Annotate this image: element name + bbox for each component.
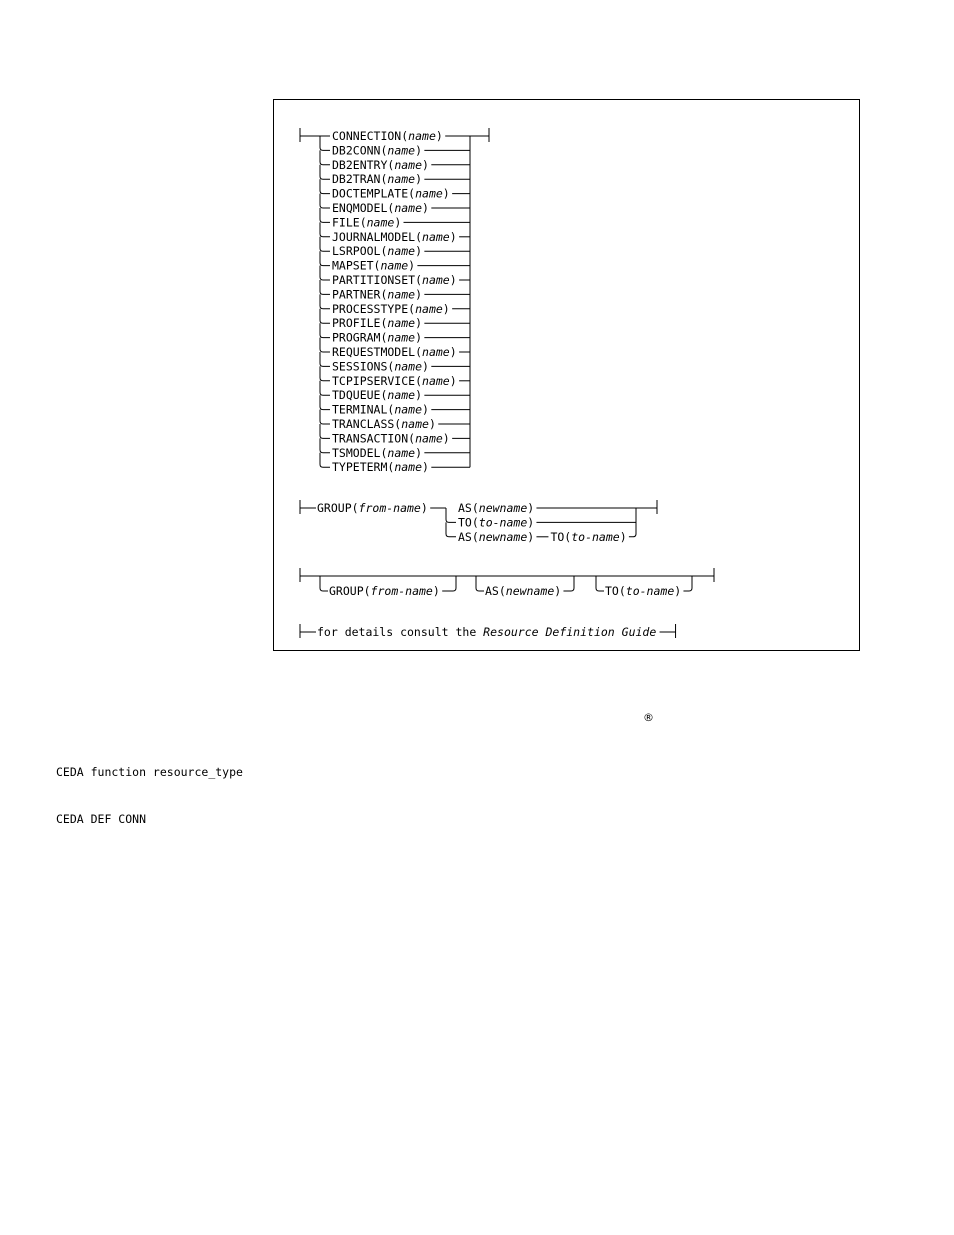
optional-as-exit [563, 576, 574, 591]
branch-file [320, 208, 330, 222]
branch-sessions [320, 352, 330, 366]
resource-type-partner: PARTNER(name) [332, 287, 423, 302]
resource-type-tcpipservice: TCPIPSERVICE(name) [332, 373, 457, 388]
resource-type-typeterm: TYPETERM(name) [332, 460, 429, 475]
resource-type-tdqueue: TDQUEUE(name) [332, 388, 423, 403]
details-label: for details consult the Resource Definition Guide [317, 625, 657, 639]
resource-type-processtype: PROCESSTYPE(name) [332, 301, 450, 316]
branch-transaction [320, 424, 330, 438]
branch-tsmodel [320, 438, 330, 452]
branch-journalmodel [320, 222, 330, 236]
resource-type-terminal: TERMINAL(name) [332, 402, 429, 417]
optional-to-entry [596, 576, 604, 591]
branch-enqmodel [320, 194, 330, 208]
syntax-line: CEDA function resource_type [56, 765, 243, 779]
branch-tdqueue [320, 381, 330, 395]
optional-to-exit [683, 576, 692, 591]
optional-group-exit [442, 576, 456, 591]
branch-partner [320, 280, 330, 294]
branch-doctemplate [320, 179, 330, 193]
resource-type-mapset: MAPSET(name) [332, 258, 416, 273]
branch-terminal [320, 395, 330, 409]
optional-group-entry [320, 576, 328, 591]
branch-requestmodel [320, 338, 330, 352]
syntax-diagram [274, 100, 859, 650]
resource-type-tranclass: TRANCLASS(name) [332, 417, 436, 431]
optional-as-entry [476, 576, 484, 591]
resource-type-file: FILE(name) [332, 215, 402, 230]
resource-type-transaction: TRANSACTION(name) [332, 431, 450, 446]
optional-group-label: GROUP(from-name) [329, 584, 440, 598]
to-branch [446, 508, 456, 522]
resource-type-requestmodel: REQUESTMODEL(name) [332, 345, 457, 359]
resource-type-partitionset: PARTITIONSET(name) [332, 273, 457, 287]
branch-mapset [320, 251, 330, 265]
resource-type-enqmodel: ENQMODEL(name) [332, 201, 429, 215]
group-from-label: GROUP(from-name) [317, 501, 428, 515]
as-newname-label-2: AS(newname) [458, 529, 535, 544]
resource-type-profile: PROFILE(name) [332, 316, 423, 331]
branch-partitionset [320, 266, 330, 280]
branch-db2conn [320, 136, 330, 150]
syntax-diagram-box [273, 99, 860, 651]
registered-mark: ® [643, 711, 654, 724]
resource-type-db2conn: DB2CONN(name) [332, 143, 423, 158]
branch-profile [320, 309, 330, 323]
branch-program [320, 323, 330, 337]
to-name-label-2: TO(to-name) [550, 529, 627, 544]
as-newname-label: AS(newname) [458, 501, 535, 515]
resource-type-journalmodel: JOURNALMODEL(name) [332, 229, 457, 244]
example-line: CEDA DEF CONN [56, 812, 147, 826]
branch-lsrpool [320, 237, 330, 251]
resource-type-sessions: SESSIONS(name) [332, 359, 429, 374]
branch-tranclass [320, 410, 330, 424]
branch-processtype [320, 294, 330, 308]
as-to-branch [446, 522, 456, 536]
branch-db2entry [320, 150, 330, 164]
resource-type-doctemplate: DOCTEMPLATE(name) [332, 186, 450, 201]
branch-db2tran [320, 165, 330, 179]
branch-typeterm [320, 453, 330, 467]
resource-type-program: PROGRAM(name) [332, 330, 423, 345]
optional-as-label: AS(newname) [485, 584, 562, 598]
resource-type-connection: CONNECTION(name) [332, 129, 443, 143]
resource-type-db2tran: DB2TRAN(name) [332, 172, 423, 187]
resource-type-db2entry: DB2ENTRY(name) [332, 157, 429, 172]
to-name-label: TO(to-name) [458, 515, 535, 530]
resource-type-tsmodel: TSMODEL(name) [332, 445, 423, 460]
branch-tcpipservice [320, 366, 330, 380]
optional-to-label: TO(to-name) [605, 584, 682, 598]
resource-type-lsrpool: LSRPOOL(name) [332, 244, 423, 259]
